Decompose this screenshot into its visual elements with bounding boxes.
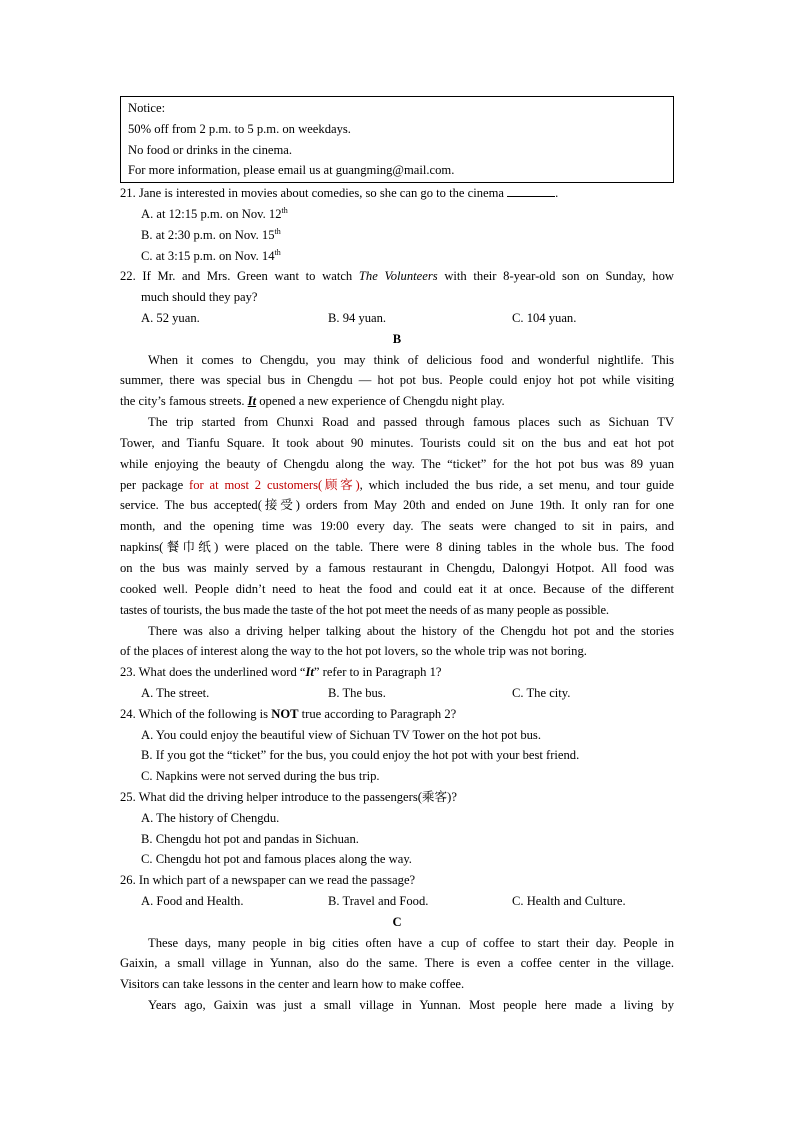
notice-title: Notice: [128,101,166,115]
document-page [120,96,674,1016]
section-b-heading: B [392,331,402,346]
q24-option-c: C. Napkins were not served during the bus trip. [141,769,380,784]
notice-line-email: For more information, please email us at guangming@mail.com. [128,163,455,178]
question-21: 21. Jane is interested in movies about comedies, so she can go to the cinema . [120,186,559,201]
q21-option-a: A. at 12:15 p.m. on Nov. 12th [141,205,288,221]
q21-option-b: B. at 2:30 p.m. on Nov. 15th [141,226,281,242]
highlighted-text: for at most 2 customers(顾客) [189,477,360,492]
q22-option-a: A. 52 yuan. [141,310,200,325]
q22-option-b: B. 94 yuan. [328,310,387,325]
section-c-paragraph-2: Years ago, Gaixin was just a small village in Yunnan. Most people here made a living by [148,998,674,1013]
question-25: 25. What did the driving helper introduce to the passengers(乘客)? [120,790,457,804]
question-22-line2: much should they pay? [141,290,258,305]
q23-option-a: A. The street. [141,686,210,701]
q26-option-a: A. Food and Health. [141,893,244,908]
q22-option-c: C. 104 yuan. [512,310,577,325]
notice-line-discount: 50% off from 2 p.m. to 5 p.m. on weekdays. [128,121,351,136]
q24-option-b: B. If you got the “ticket” for the bus, you could enjoy the hot pot with your best friend. [141,748,580,763]
notice-line-food: No food or drinks in the cinema. [128,142,293,157]
q26-option-b: B. Travel and Food. [328,893,429,908]
q21-option-c: C. at 3:15 p.m. on Nov. 14th [141,247,281,263]
q23-options [120,683,674,704]
section-b-paragraph-1: When it comes to Chengdu, you may think of delicious food and wonderful nightlife. This summer, there was special bus in Chengdu — hot pot bus. People could enjoy hot pot while visiting the city’s famous streets. It opened a new experience of Chengdu night play. [120,352,674,409]
q25-option-c: C. Chengdu hot pot and famous places along the way. [141,852,412,867]
question-26: 26. In which part of a newspaper can we read the passage? [120,873,416,888]
movie-title: The Volunteers [358,269,438,284]
notice-box [120,96,674,183]
question-23: 23. What does the underlined word “It” refer to in Paragraph 1? [120,665,442,680]
underlined-word-it: It [247,394,257,409]
q22-options [120,308,674,329]
q25-option-a: A. The history of Chengdu. [141,810,280,825]
q25-option-b: B. Chengdu hot pot and pandas in Sichuan. [141,831,359,846]
question-24: 24. Which of the following is NOT true according to Paragraph 2? [120,706,457,721]
q26-option-c: C. Health and Culture. [512,893,626,908]
section-b-paragraph-2: The trip started from Chunxi Road and passed through famous places such as Sichuan TV Tower, and Tianfu Square. It took about 90 minutes. Tourists could sit on the bus and eat hot pot while enjoying the beauty of Chengdu along the way. The “ticket” for the hot pot bus was 89 yuan per package for at most 2 customers(顾客), which included the bus ride, a set menu, and tour guide service. The bus accepted(接受) orders from May 20th and ended on June 19th. It only ran for one month, and the opening time was 19:00 every day. The seats were changed to sit in pairs, and napkins(餐巾纸) were placed on the table. There were 8 dining tables in the whole bus. The food on the bus was mainly served by a famous restaurant in Chengdu, Dalongyi Hotpot. All food was cooked well. People didn’t need to heat the food and could eat it at once. Because of the different tastes of tourists, the bus made the taste of the hot pot meet the needs of as many people as possible. [120,415,674,617]
section-b-paragraph-3: There was also a driving helper talking about the history of the Chengdu hot pot and the stories of the places of interest along the way to the hot pot lovers, so the whole trip was not boring. [120,623,674,659]
answer-blank [507,184,555,197]
q23-option-c: C. The city. [512,686,571,701]
question-22: 22. If Mr. and Mrs. Green want to watch The Volunteers with their 8-year-old son on Sunday, how [120,269,674,284]
section-c-paragraph-1: These days, many people in big cities often have a cup of coffee to start their day. People in Gaixin, a small village in Yunnan, also do the same. There is even a coffee center in the village. Visitors can take lessons in the center and learn how to make coffee. [120,935,674,992]
q23-option-b: B. The bus. [328,686,386,701]
section-c-heading: C [392,914,402,929]
q24-option-a: A. You could enjoy the beautiful view of Sichuan TV Tower on the hot pot bus. [141,727,541,742]
q26-options [120,891,674,912]
